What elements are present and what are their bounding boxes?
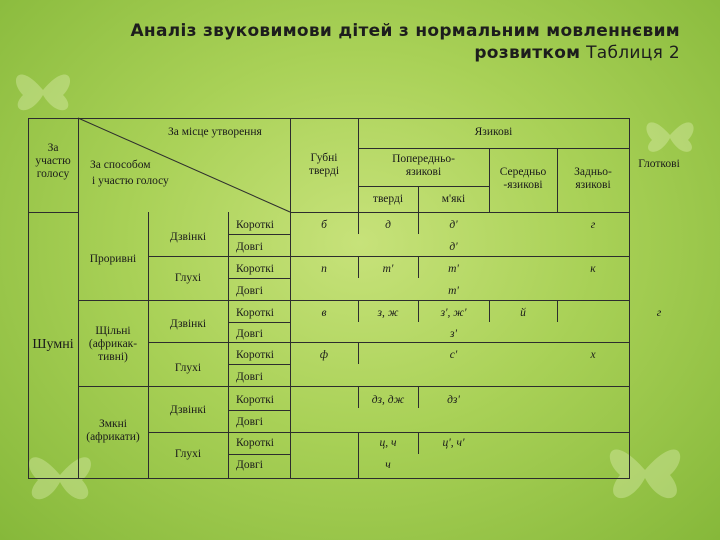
cell: д [385,219,391,231]
label-dzvinki-3: Дзвінкі [169,404,207,416]
label-dovhi: Довгі [236,459,263,471]
label-hlukhi-1: Глухі [174,272,202,284]
cell: т' [448,285,459,297]
header-tverdi: тверді [372,193,404,205]
label-shchilyni-2: (африкак- [88,338,138,350]
label-dovhi: Довгі [236,241,263,253]
cell: х [590,349,596,361]
label-korotki: Короткі [236,394,275,406]
cell: й [520,307,526,319]
header-hubni [290,152,358,178]
cell: дз' [447,394,460,406]
cell: в [321,307,327,319]
cell: з' [450,328,457,340]
label-dzvinki-2: Дзвінкі [169,318,207,330]
title-text-1: Аналіз звуковимови дітей з нормальним мовленнєвим [130,21,680,41]
label-korotki: Короткі [236,307,275,319]
cell: з, ж [377,307,399,319]
header-za-uchastyu-3: голосу [36,168,70,180]
header-poperedno [358,153,489,179]
header-hlotkovi: Глоткові [638,158,680,170]
cell: ф [319,349,329,361]
label-zimkni-1: Змкні [99,418,127,430]
label-korotki: Короткі [236,437,275,449]
header-myaki: м'які [441,193,466,205]
label-dovhi: Довгі [236,285,263,297]
cell: ц', ч' [442,437,465,449]
title-text-2: розвитком [474,43,581,63]
header-seredno [489,166,557,192]
cell: т' [448,263,459,275]
header-za-sposobom-1: За способом [90,159,151,171]
header-zadno-1: Задньо- [574,166,612,178]
label-shumni: Шумні [32,337,74,352]
header-za-uchastyu [28,142,78,181]
label-shchilyni-3: тивні) [98,351,128,363]
header-poperedno-1: Попередньо- [392,153,455,165]
label-korotki: Короткі [236,263,275,275]
label-zimkni-2: (африкати) [86,431,140,443]
cell: к [590,263,596,275]
cell: п [321,263,327,275]
header-poperedno-2: язикові [405,166,442,178]
cell: с' [449,349,458,361]
cell: ц, ч [379,437,397,449]
cell: д' [449,241,458,253]
label-dzvinki-1: Дзвінкі [169,231,207,243]
header-za-uchastyu-1: За [47,142,59,154]
label-korotki: Короткі [236,219,275,231]
header-seredno-1: Середньо [499,166,547,178]
header-za-uchastyu-2: участю [35,155,71,167]
header-za-mistse: За місце утворення [168,126,262,138]
header-zadno [557,166,629,192]
label-hlukhi-2: Глухі [174,362,202,374]
title-text-3: Таблиця 2 [580,43,680,63]
cell: т' [382,263,394,275]
header-hubni-2: тверді [308,165,340,177]
cell: з', ж' [440,307,467,319]
label-shchilyni [78,325,148,364]
cell: дз, дж [371,394,405,406]
label-zimkni [78,418,148,444]
label-shchilyni-1: Щільні [95,325,131,337]
cell: ч [385,459,391,471]
cell: г [590,219,596,231]
cell: д' [449,219,458,231]
label-korotki: Короткі [236,349,275,361]
header-hubni-1: Губні [310,152,338,164]
label-hlukhi-3: Глухі [174,448,202,460]
cell: г [656,307,662,319]
header-za-sposobom-2: і участю голосу [92,175,169,187]
label-dovhi: Довгі [236,416,263,428]
label-prorivni: Проривні [89,253,137,265]
header-seredno-2: -язикові [503,179,543,191]
header-zadno-2: язикові [575,179,611,191]
cell: б [321,219,327,231]
label-dovhi: Довгі [236,371,263,383]
header-yazykovi: Язикові [474,126,513,138]
label-dovhi: Довгі [236,328,263,340]
